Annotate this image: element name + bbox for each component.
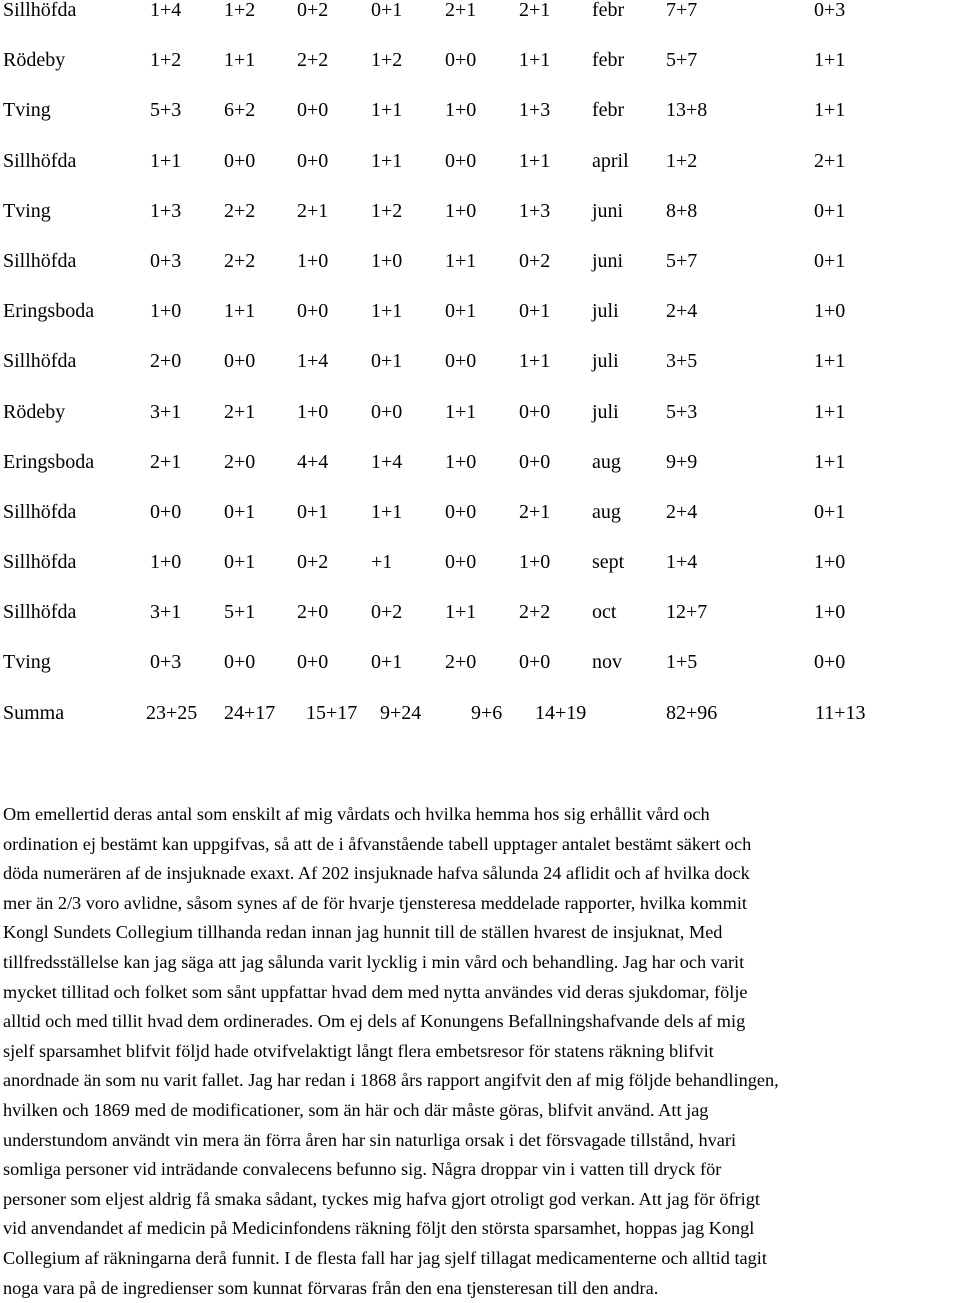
parish-cell: Tving xyxy=(3,100,51,120)
value-cell: 2+1 xyxy=(445,0,476,20)
text-line: Om emellertid deras antal som enskilt af mig vårdats och hvilka hemma hos sig erhållit vård och xyxy=(3,800,958,830)
table-row xyxy=(0,301,960,351)
parish-cell: Sillhöfda xyxy=(3,602,76,622)
month-cell: juli xyxy=(592,301,619,321)
summary-label: Summa xyxy=(3,703,64,723)
value-cell: 1+2 xyxy=(150,50,181,70)
value-cell: 0+0 xyxy=(445,151,476,171)
table-row xyxy=(0,502,960,552)
value-cell: 2+2 xyxy=(224,251,255,271)
value-cell: 0+0 xyxy=(297,100,328,120)
value-cell: 0+2 xyxy=(297,0,328,20)
value-cell: 0+0 xyxy=(445,351,476,371)
value-cell: 2+0 xyxy=(297,602,328,622)
parish-cell: Sillhöfda xyxy=(3,502,76,522)
value-cell: 5+3 xyxy=(150,100,181,120)
table-row xyxy=(0,201,960,251)
total-cell: 5+3 xyxy=(666,402,697,422)
summary-value: 82+96 xyxy=(666,703,717,723)
text-line: döda numerären af de insjuknade exaxt. Af 202 insjuknade hafva sålunda 24 aflidit och af hvilka dock xyxy=(3,859,958,889)
value-cell: 3+1 xyxy=(150,602,181,622)
parish-cell: Tving xyxy=(3,652,51,672)
value-cell: 4+4 xyxy=(297,452,328,472)
summary-value: 9+6 xyxy=(471,703,502,723)
value-cell: 1+0 xyxy=(445,201,476,221)
parish-cell: Eringsboda xyxy=(3,301,94,321)
value-cell: 1+1 xyxy=(371,502,402,522)
deaths-cell: 0+1 xyxy=(814,502,845,522)
value-cell: 1+0 xyxy=(371,251,402,271)
month-cell: febr xyxy=(592,50,624,70)
value-cell: 0+1 xyxy=(519,301,550,321)
total-cell: 3+5 xyxy=(666,351,697,371)
value-cell: 2+1 xyxy=(297,201,328,221)
report-text xyxy=(3,800,958,1303)
month-cell: oct xyxy=(592,602,616,622)
value-cell: 0+1 xyxy=(371,351,402,371)
text-line: noga vara på de ingredienser som kunnat förvaras från den ena tjensteresan till den andra. xyxy=(3,1274,958,1303)
value-cell: 1+1 xyxy=(371,151,402,171)
value-cell: 0+0 xyxy=(297,151,328,171)
month-cell: febr xyxy=(592,100,624,120)
value-cell: 1+0 xyxy=(297,251,328,271)
value-cell: 0+1 xyxy=(224,552,255,572)
month-cell: juni xyxy=(592,251,623,271)
value-cell: 0+0 xyxy=(519,402,550,422)
total-cell: 13+8 xyxy=(666,100,707,120)
deaths-cell: 1+1 xyxy=(814,50,845,70)
value-cell: 2+1 xyxy=(519,502,550,522)
deaths-cell: 0+1 xyxy=(814,251,845,271)
value-cell: 0+2 xyxy=(371,602,402,622)
value-cell: 1+0 xyxy=(519,552,550,572)
table-row xyxy=(0,552,960,602)
table-row xyxy=(0,351,960,401)
total-cell: 2+4 xyxy=(666,502,697,522)
value-cell: 0+1 xyxy=(224,502,255,522)
table-row xyxy=(0,151,960,201)
value-cell: 1+0 xyxy=(445,100,476,120)
value-cell: 1+1 xyxy=(371,100,402,120)
month-cell: sept xyxy=(592,552,624,572)
value-cell: 0+0 xyxy=(297,652,328,672)
value-cell: 0+1 xyxy=(297,502,328,522)
text-line: alltid och med tillit hvad dem ordinerades. Om ej dels af Konungens Befallningshafvande dels af mig xyxy=(3,1007,958,1037)
text-line: mer än 2/3 voro avlidne, såsom synes af de för hvarje tjensteresa meddelade rapporter, hvilka kommit xyxy=(3,889,958,919)
deaths-cell: 2+1 xyxy=(814,151,845,171)
value-cell: 0+0 xyxy=(371,402,402,422)
table-row xyxy=(0,402,960,452)
value-cell: 0+0 xyxy=(224,151,255,171)
value-cell: 1+0 xyxy=(150,301,181,321)
text-line: Collegium af räkningarna derå funnit. I de flesta fall har jag sjelf tillagat medicamenterne och alltid tagit xyxy=(3,1244,958,1274)
summary-value: 23+25 xyxy=(146,703,197,723)
parish-cell: Sillhöfda xyxy=(3,251,76,271)
summary-value: 15+17 xyxy=(306,703,357,723)
value-cell: 5+1 xyxy=(224,602,255,622)
total-cell: 5+7 xyxy=(666,251,697,271)
parish-cell: Rödeby xyxy=(3,402,65,422)
value-cell: 2+2 xyxy=(297,50,328,70)
text-line: personer som eljest aldrig få smaka sådant, tyckes mig hafva gjort otroligt god verkan. Att jag för öfrigt xyxy=(3,1185,958,1215)
deaths-cell: 1+1 xyxy=(814,351,845,371)
table-row xyxy=(0,602,960,652)
value-cell: 0+0 xyxy=(445,50,476,70)
parish-cell: Tving xyxy=(3,201,51,221)
value-cell: 0+2 xyxy=(519,251,550,271)
value-cell: 1+1 xyxy=(150,151,181,171)
deaths-cell: 0+1 xyxy=(814,201,845,221)
value-cell: 1+1 xyxy=(445,602,476,622)
parish-cell: Sillhöfda xyxy=(3,0,76,20)
month-cell: febr xyxy=(592,0,624,20)
text-line: hvilken och 1869 med de modificationer, som än här och där måste göras, blifvit använd. Att jag xyxy=(3,1096,958,1126)
text-line: ordination ej bestämt kan uppgifvas, så att de i åfvanstående tabell upptager antalet bestämt säkert och xyxy=(3,830,958,860)
value-cell: 1+1 xyxy=(445,251,476,271)
value-cell: 6+2 xyxy=(224,100,255,120)
total-cell: 7+7 xyxy=(666,0,697,20)
deaths-cell: 1+0 xyxy=(814,301,845,321)
deaths-cell: 1+0 xyxy=(814,552,845,572)
summary-value: 14+19 xyxy=(535,703,586,723)
total-cell: 5+7 xyxy=(666,50,697,70)
parish-cell: Sillhöfda xyxy=(3,151,76,171)
summary-value: 9+24 xyxy=(380,703,421,723)
deaths-cell: 1+1 xyxy=(814,402,845,422)
value-cell: 1+2 xyxy=(371,201,402,221)
value-cell: 1+1 xyxy=(519,50,550,70)
summary-row xyxy=(0,703,960,753)
value-cell: 0+0 xyxy=(297,301,328,321)
value-cell: 0+1 xyxy=(371,0,402,20)
value-cell: 1+1 xyxy=(445,402,476,422)
value-cell: 0+1 xyxy=(371,652,402,672)
text-line: vid anvendandet af medicin på Medicinfondens räkning följt den största sparsamhet, hoppas jag Kongl xyxy=(3,1214,958,1244)
total-cell: 2+4 xyxy=(666,301,697,321)
parish-cell: Eringsboda xyxy=(3,452,94,472)
value-cell: 2+1 xyxy=(519,0,550,20)
value-cell: 2+0 xyxy=(445,652,476,672)
parish-cell: Rödeby xyxy=(3,50,65,70)
month-cell: aug xyxy=(592,502,621,522)
value-cell: 0+0 xyxy=(445,502,476,522)
month-cell: juli xyxy=(592,402,619,422)
table-row xyxy=(0,50,960,100)
value-cell: 0+0 xyxy=(224,652,255,672)
month-cell: aug xyxy=(592,452,621,472)
text-line: anordnade än som nu varit fallet. Jag har redan i 1868 års rapport angifvit den af mig följde behandlingen, xyxy=(3,1066,958,1096)
deaths-cell: 1+1 xyxy=(814,452,845,472)
text-line: Kongl Sundets Collegium tillhanda redan innan jag hunnit till de ställen hvarest de insjuknat, Med xyxy=(3,918,958,948)
text-line: somliga personer vid inträdande convalecens befunno sig. Några droppar vin i vatten till dryck för xyxy=(3,1155,958,1185)
value-cell: 0+3 xyxy=(150,251,181,271)
text-line: understundom användt vin mera än förra åren har sin naturliga orsak i det försvagade tillstånd, hvari xyxy=(3,1126,958,1156)
value-cell: 1+3 xyxy=(150,201,181,221)
table-row xyxy=(0,100,960,150)
value-cell: 2+2 xyxy=(519,602,550,622)
deaths-cell: 1+0 xyxy=(814,602,845,622)
value-cell: 1+1 xyxy=(519,151,550,171)
value-cell: 1+3 xyxy=(519,100,550,120)
month-cell: nov xyxy=(592,652,622,672)
table-row xyxy=(0,652,960,702)
value-cell: 0+2 xyxy=(297,552,328,572)
value-cell: 0+0 xyxy=(519,652,550,672)
text-line: tillfredsställelse kan jag säga att jag sålunda varit lycklig i min vård och behandling. Jag har och varit xyxy=(3,948,958,978)
value-cell: 1+1 xyxy=(224,301,255,321)
parish-cell: Sillhöfda xyxy=(3,552,76,572)
value-cell: 3+1 xyxy=(150,402,181,422)
summary-value: 24+17 xyxy=(224,703,275,723)
table-row xyxy=(0,0,960,50)
value-cell: 0+0 xyxy=(519,452,550,472)
value-cell: 0+0 xyxy=(224,351,255,371)
value-cell: 0+0 xyxy=(445,552,476,572)
total-cell: 12+7 xyxy=(666,602,707,622)
total-cell: 1+5 xyxy=(666,652,697,672)
month-cell: juni xyxy=(592,201,623,221)
value-cell: 0+3 xyxy=(150,652,181,672)
value-cell: 1+4 xyxy=(150,0,181,20)
text-line: sjelf sparsamhet blifvit följd hade otvifvelaktigt långt flera embetsresor för statens räkning blifvit xyxy=(3,1037,958,1067)
total-cell: 1+2 xyxy=(666,151,697,171)
table-row xyxy=(0,251,960,301)
summary-value: 11+13 xyxy=(815,703,866,723)
value-cell: 0+1 xyxy=(445,301,476,321)
value-cell: +1 xyxy=(371,552,392,572)
text-line: mycket tillitad och folket som sånt uppfattar hvad dem med nytta användes vid deras sjukdomar, följe xyxy=(3,978,958,1008)
deaths-cell: 0+0 xyxy=(814,652,845,672)
value-cell: 1+2 xyxy=(224,0,255,20)
value-cell: 1+1 xyxy=(371,301,402,321)
value-cell: 1+0 xyxy=(297,402,328,422)
value-cell: 1+2 xyxy=(371,50,402,70)
value-cell: 1+4 xyxy=(371,452,402,472)
value-cell: 2+0 xyxy=(224,452,255,472)
total-cell: 1+4 xyxy=(666,552,697,572)
month-cell: april xyxy=(592,151,629,171)
value-cell: 1+0 xyxy=(445,452,476,472)
value-cell: 1+1 xyxy=(224,50,255,70)
value-cell: 2+1 xyxy=(224,402,255,422)
value-cell: 1+1 xyxy=(519,351,550,371)
parish-cell: Sillhöfda xyxy=(3,351,76,371)
value-cell: 1+4 xyxy=(297,351,328,371)
total-cell: 8+8 xyxy=(666,201,697,221)
month-cell: juli xyxy=(592,351,619,371)
total-cell: 9+9 xyxy=(666,452,697,472)
deaths-cell: 1+1 xyxy=(814,100,845,120)
value-cell: 2+2 xyxy=(224,201,255,221)
deaths-cell: 0+3 xyxy=(814,0,845,20)
value-cell: 2+0 xyxy=(150,351,181,371)
value-cell: 2+1 xyxy=(150,452,181,472)
value-cell: 1+3 xyxy=(519,201,550,221)
value-cell: 1+0 xyxy=(150,552,181,572)
table-row xyxy=(0,452,960,502)
value-cell: 0+0 xyxy=(150,502,181,522)
